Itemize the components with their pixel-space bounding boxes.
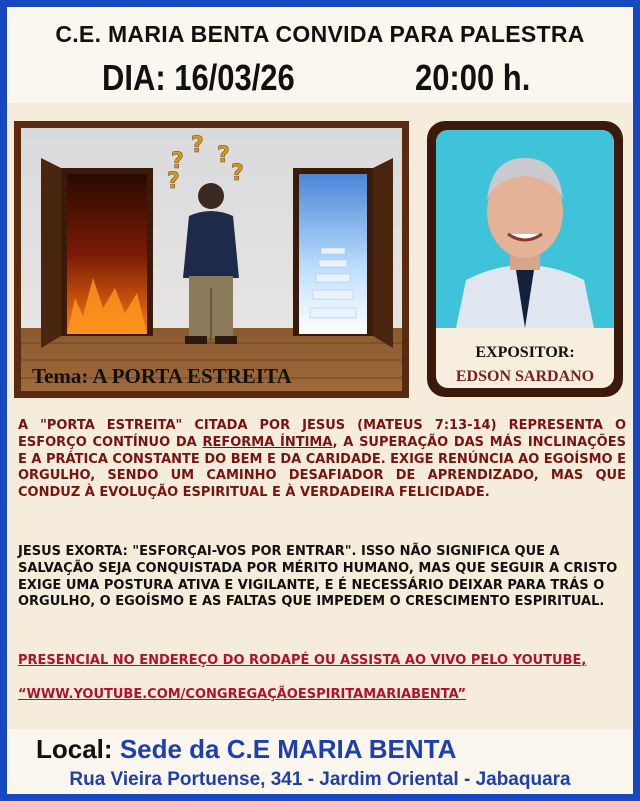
paragraph1-text: A "PORTA ESTREITA" CITADA POR JESUS (MATEUS 7:13-14) REPRESENTA O ESFORÇO CONTÍNUO DA <box>18 418 626 450</box>
event-time: 20:00 h. <box>415 57 531 98</box>
theme-label: Tema: A PORTA ESTREITA <box>32 364 292 388</box>
header <box>7 7 633 103</box>
presencial-notice: PRESENCIAL NO ENDEREÇO DO RODAPÉ OU ASSISTA AO VIVO PELO YOUTUBE, <box>18 653 587 668</box>
svg-text:?: ? <box>167 169 180 194</box>
event-date: DIA: 16/03/26 <box>102 57 295 98</box>
speaker-card <box>427 121 623 397</box>
theme-illustration <box>21 128 402 391</box>
poster-title: C.E. MARIA BENTA CONVIDA PARA PALESTRA <box>55 21 585 47</box>
location-label: Local: <box>36 734 113 764</box>
expositor-label: EXPOSITOR: <box>475 344 575 361</box>
svg-text:?: ? <box>217 143 230 168</box>
location-line <box>36 734 456 765</box>
venue-address: Rua Vieira Portuense, 341 - Jardim Oriental - Jabaquara <box>69 769 571 790</box>
paragraph1-text-cont: , A SUPERAÇÃO DAS MÁS INCLINAÇÕES E A PRÁTICA CONSTANTE DO BEM E DA CARIDADE. EXIGE RENÚNCIA AO EGOÍSMO E ORGULHO, SENDO UM CAMINHO DESAFIADOR DE APRENDIZADO, MAS QUE CONDUZ À EVOLUÇÃO ESPIRITUAL E À VERDADEIRA FELICIDADE. <box>18 434 626 501</box>
venue-name: Sede da C.E MARIA BENTA <box>119 734 457 764</box>
speaker-photo <box>436 130 614 328</box>
reforma-intima-highlight: REFORMA ÍNTIMA <box>202 434 333 450</box>
speaker-name: EDSON SARDANO <box>455 368 595 385</box>
paragraph-porta-estreita <box>18 418 626 502</box>
svg-text:?: ? <box>231 161 244 186</box>
svg-text:?: ? <box>171 149 184 174</box>
paragraph-jesus-exorta: JESUS EXORTA: "ESFORÇAI-VOS POR ENTRAR". ISSO NÃO SIGNIFICA QUE A SALVAÇÃO SEJA CONQUISTADA POR MÉRITO HUMANO, MAS QUE SEGUIR A CRISTO EXIGE UMA POSTURA ATIVA E VIGILANTE, E É NECESSÁRIO DEIXAR PARA TRÁS O ORGULHO, O EGOÍSMO E AS FALTAS QUE IMPEDEM O CRESCIMENTO ESPIRITUAL. <box>18 544 618 610</box>
theme-image-frame <box>14 121 409 398</box>
svg-text:?: ? <box>191 133 204 158</box>
youtube-link[interactable]: “WWW.YOUTUBE.COM/CONGREGAÇÃOESPIRITAMARIABENTA” <box>18 687 467 702</box>
